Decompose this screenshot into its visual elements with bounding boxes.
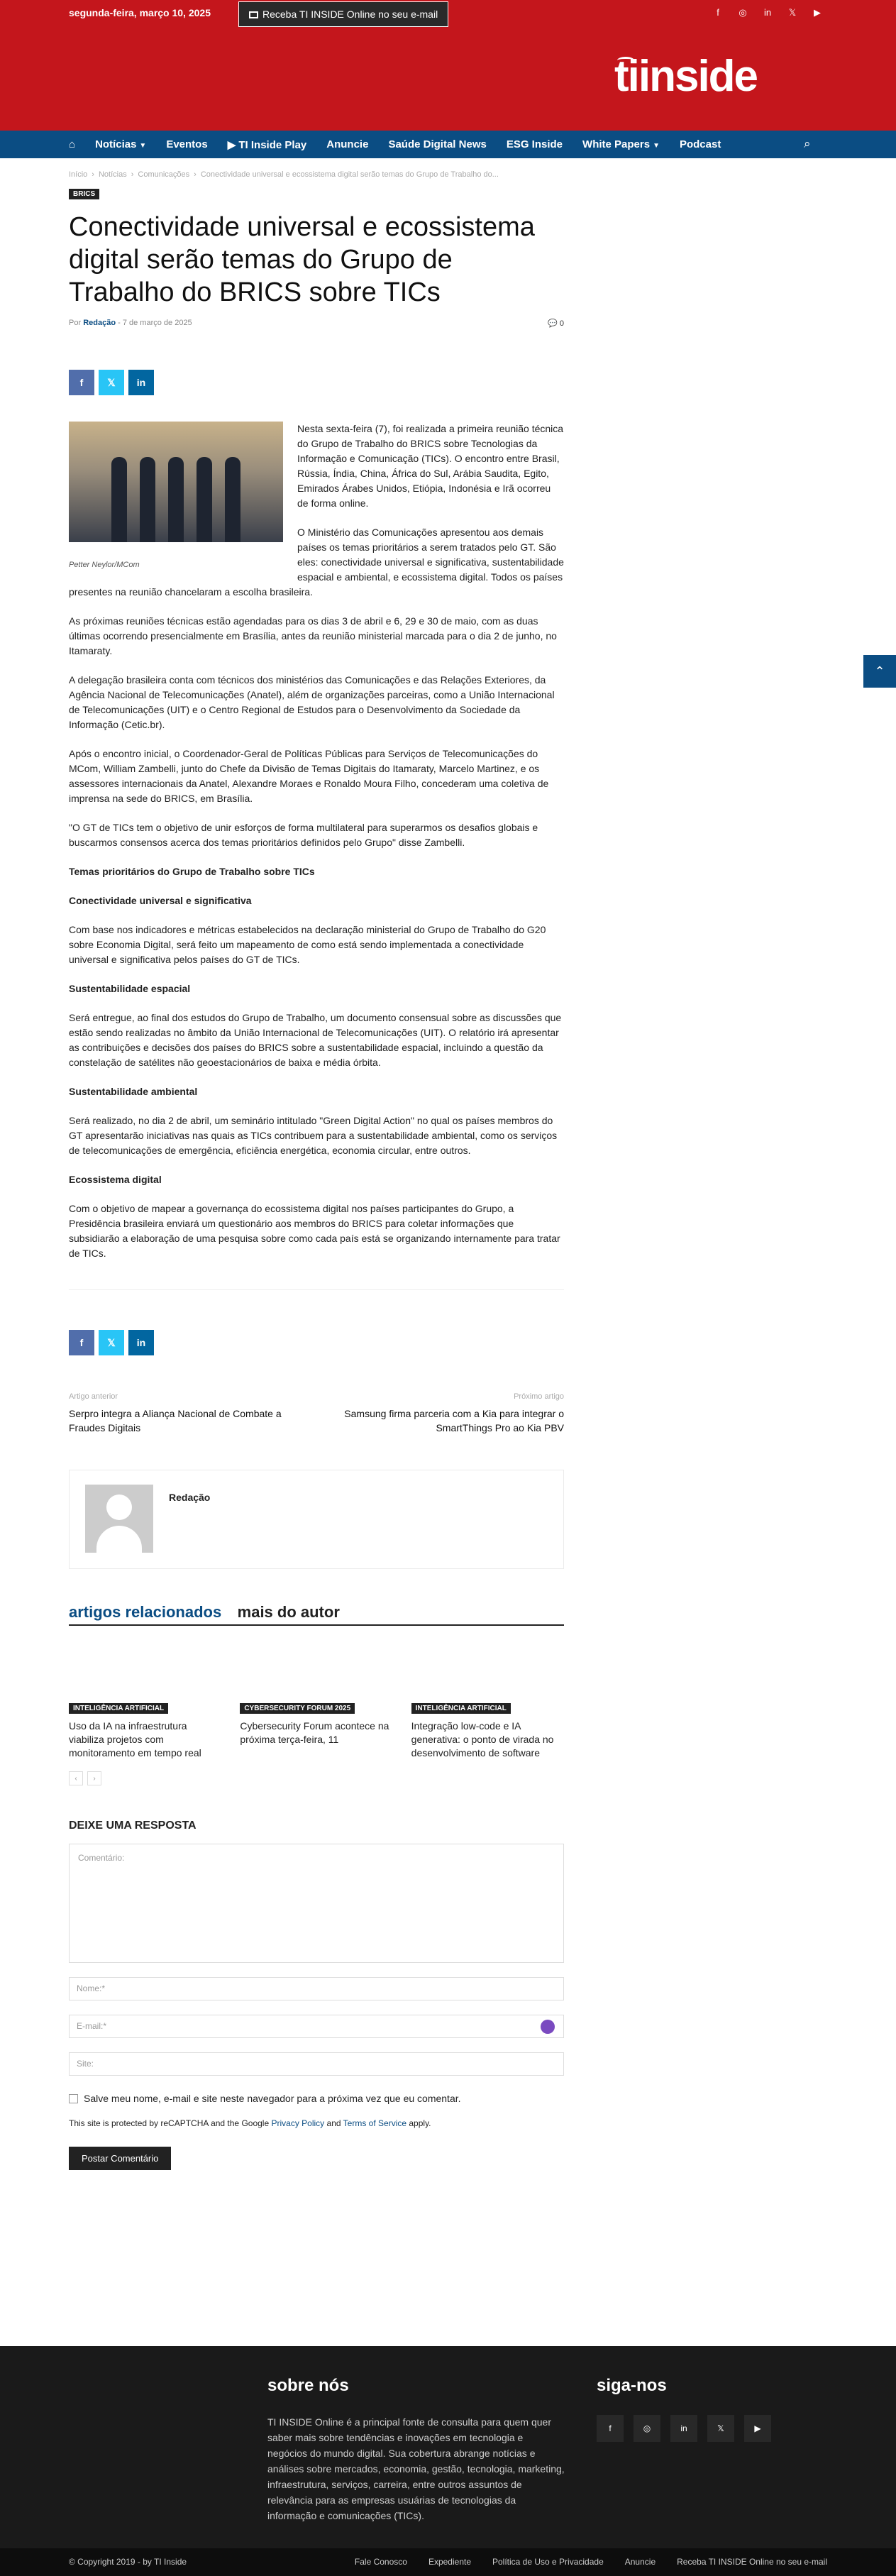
section-heading: Conectividade universal e significativa	[69, 895, 252, 906]
reply-heading: DEIXE UMA RESPOSTA	[69, 1820, 197, 1832]
copyright: © Copyright 2019 - by TI Inside	[69, 2557, 187, 2567]
terms-link[interactable]: Terms of Service	[343, 2118, 407, 2128]
related-thumbnail[interactable]	[69, 1626, 221, 1701]
footer-about-text: TI INSIDE Online é a principal fonte de consulta para quem quer saber mais sobre tendências e inovações em tecnologia e negócios do mundo digital. Sua cobertura abrange notícias e análises sobre mercados, economia, gestão, tecnologia, marketing, infraestrutura, serviços, carreira, entre outros assuntos de relevância para as empresas usuárias de tecnologias da informação e comunicações (TICs).	[267, 2416, 565, 2521]
x-icon[interactable]: 𝕏	[788, 7, 797, 18]
tab-more-from-author[interactable]: mais do autor	[237, 1603, 340, 1621]
paragraph: Após o encontro inicial, o Coordenador-Geral de Políticas Públicas para Serviços de Telecomunicações do MCom, William Zambelli, junto do Chefe da Divisão de Temas Digitais do Itamaraty, Marcelo Martinez, e os assessores internacionais da Anatel, Alexandre Moraes e Ronaldo Moura Filho, concederam uma coletiva de imprensa na sede do BRICS, em Brasília.	[69, 748, 549, 804]
nav-item-eventos[interactable]: Eventos	[166, 138, 208, 150]
article-main	[69, 170, 564, 2170]
category-badge[interactable]: BRICS	[69, 189, 99, 199]
x-icon[interactable]: 𝕏	[707, 2415, 734, 2442]
nav-item-esg[interactable]: ESG Inside	[506, 138, 563, 150]
linkedin-icon[interactable]: in	[763, 7, 772, 18]
footer-link-contact[interactable]: Fale Conosco	[354, 2557, 407, 2567]
avatar[interactable]	[85, 1485, 153, 1553]
x-share-button[interactable]: 𝕏	[99, 370, 124, 395]
main-nav	[0, 131, 896, 158]
search-icon[interactable]: ⌕	[804, 137, 811, 150]
chevron-down-icon: ▼	[653, 142, 660, 150]
paragraph: Será realizado, no dia 2 de abril, um seminário intitulado "Green Digital Action" no qual os países membros do GT apresentarão iniciativas nas quais as TICs contribuem para a sustentabilidade ambiental, como os serviços de telecomunicações de emergência, eficiência energética, economia circular, entre outros.	[69, 1115, 558, 1156]
nav-item-play[interactable]: ▶ TI Inside Play	[227, 138, 307, 151]
photo-image	[69, 422, 283, 542]
chevron-down-icon: ▼	[139, 142, 147, 150]
linkedin-share-button[interactable]: in	[128, 1330, 154, 1355]
site-logo[interactable]: tiinside	[614, 52, 758, 101]
facebook-share-button[interactable]: f	[69, 1330, 94, 1355]
section-heading: Sustentabilidade ambiental	[69, 1086, 198, 1097]
site-field[interactable]: Site:	[69, 2052, 564, 2076]
paragraph: A delegação brasileira conta com técnicos dos ministérios das Comunicações e das Relações Exteriores, da Agência Nacional de Telecomunicações (Anatel), além de organizações parceiras, como a União Internacional de Telecomunicações (UIT) e o Centro Regional de Estudos para o Desenvolvimento da Sociedade da Informação (Cetic.br).	[69, 674, 555, 730]
previous-article-link[interactable]: Artigo anterior Serpro integra a Aliança Nacional de Combate a Fraudes Digitais	[69, 1392, 282, 1433]
footer-about-title: sobre nós	[267, 2376, 349, 2395]
instagram-icon[interactable]: ◎	[739, 7, 747, 18]
footer-follow-title: siga-nos	[597, 2376, 667, 2395]
post-navigation	[69, 1392, 564, 1456]
footer-link-newsletter[interactable]: Receba TI INSIDE Online no seu e-mail	[677, 2557, 827, 2567]
author-box	[69, 1470, 564, 1569]
nav-item-noticias[interactable]: Notícias ▼	[95, 138, 147, 150]
related-pager	[69, 1771, 564, 1785]
photo-caption: Petter Neylor/MCom	[69, 561, 140, 569]
x-share-button[interactable]: 𝕏	[99, 1330, 124, 1355]
section-heading: Sustentabilidade espacial	[69, 983, 191, 994]
related-title[interactable]: Uso da IA na infraestrutura viabiliza projetos com monitoramento em tempo real	[69, 1720, 201, 1758]
back-to-top-button[interactable]	[863, 655, 896, 688]
nav-item-podcast[interactable]: Podcast	[679, 138, 721, 150]
youtube-icon[interactable]: ▶	[744, 2415, 771, 2442]
divider	[69, 1289, 564, 1290]
comments-count[interactable]: 💬 0	[548, 319, 564, 328]
subscribe-label: Receba TI INSIDE Online no seu e-mail	[262, 9, 438, 20]
current-date: segunda-feira, março 10, 2025	[69, 7, 211, 18]
nav-item-whitepapers[interactable]: White Papers ▼	[582, 138, 660, 150]
chevron-right-icon[interactable]: ›	[87, 1771, 101, 1785]
footer-bottom-bar	[0, 2548, 896, 2576]
instagram-icon[interactable]: ◎	[634, 2415, 660, 2442]
next-article-link[interactable]: Próximo artigo Samsung firma parceria com a Kia para integrar o SmartThings Pro ao Kia PBV	[344, 1392, 564, 1433]
linkedin-share-button[interactable]: in	[128, 370, 154, 395]
related-tag[interactable]: INTELIGÊNCIA ARTIFICIAL	[411, 1703, 511, 1714]
nav-item-anuncie[interactable]: Anuncie	[326, 138, 369, 150]
related-tag[interactable]: INTELIGÊNCIA ARTIFICIAL	[69, 1703, 168, 1714]
section-heading: Ecossistema digital	[69, 1174, 162, 1185]
facebook-icon[interactable]: f	[717, 7, 719, 18]
linkedin-icon[interactable]: in	[670, 2415, 697, 2442]
related-thumbnail[interactable]	[411, 1626, 564, 1701]
paragraph: Com o objetivo de mapear a governança do ecossistema digital nos países participantes do Grupo, a Presidência brasileira enviará um questionário aos membros do BRICS para coletar informações que subsidiarão a elaboração de uma pesquisa sobre como cada país está se organizando internamente para tratar de TICs.	[69, 1203, 560, 1259]
footer-link-anuncie[interactable]: Anuncie	[624, 2557, 656, 2567]
paragraph: Com base nos indicadores e métricas estabelecidos na declaração ministerial do Grupo de Trabalho do G20 sobre Economia Digital, será feito um mapeamento de como está sendo implementada a conectividade universal e significativa pelos países do GT de TICs.	[69, 924, 546, 965]
breadcrumb: Início › Notícias › Comunicações › Conectividade universal e ecossistema digital serão temas do Grupo de Trabalho do...	[69, 170, 499, 179]
password-manager-icon[interactable]	[541, 2020, 555, 2034]
paragraph: Será entregue, ao final dos estudos do Grupo de Trabalho, um documento consensual sobre as discussões que estão sendo realizadas no âmbito da União Internacional de Telecomunicações (UIT). O relatório irá apresentar as contribuições e decisões dos países do BRICS sobre a sustentabilidade espacial, incluindo a questão da constelação de satélites não geoestacionários de baixa e média órbita.	[69, 1012, 562, 1068]
play-icon: ▶	[227, 138, 239, 151]
article-body	[69, 422, 564, 1261]
post-comment-button[interactable]: Postar Comentário	[69, 2147, 171, 2170]
youtube-icon[interactable]: ▶	[814, 7, 821, 18]
author-name[interactable]: Redação	[169, 1492, 211, 1503]
footer-link-expediente[interactable]: Expediente	[428, 2557, 471, 2567]
checkbox[interactable]	[69, 2094, 78, 2103]
article-photo	[69, 422, 283, 573]
social-links-top	[712, 7, 823, 18]
privacy-link[interactable]: Privacy Policy	[271, 2118, 325, 2128]
comment-textarea[interactable]: Comentário:	[69, 1844, 564, 1963]
related-card[interactable]	[411, 1626, 564, 1760]
header-banner	[0, 0, 896, 131]
footer-social	[597, 2415, 771, 2442]
related-tag[interactable]: CYBERSECURITY FORUM 2025	[240, 1703, 355, 1714]
related-title[interactable]: Cybersecurity Forum acontece na próxima terça-feira, 11	[240, 1720, 389, 1745]
nav-item-saude[interactable]: Saúde Digital News	[388, 138, 487, 150]
tab-related-articles[interactable]: artigos relacionados	[69, 1603, 222, 1621]
facebook-icon[interactable]: f	[597, 2415, 624, 2442]
related-title[interactable]: Integração low-code e IA generativa: o ponto de virada no desenvolvimento de software	[411, 1720, 554, 1758]
share-bar-top	[69, 370, 564, 395]
email-field[interactable]: E-mail:*	[69, 2015, 564, 2038]
share-bar-bottom	[69, 1330, 564, 1355]
chevron-left-icon[interactable]: ‹	[69, 1771, 83, 1785]
section-heading: Temas prioritários do Grupo de Trabalho sobre TICs	[69, 866, 315, 877]
comment-form	[69, 1820, 564, 2170]
paragraph: "O GT de TICs tem o objetivo de unir esforços de forma multilateral para superarmos os desafios globais e buscarmos consensos acerca dos temas prioritários definidos pelo Grupo" disse Zambelli.	[69, 822, 538, 848]
chevron-up-icon: ⌃	[874, 664, 885, 678]
subscribe-button[interactable]	[238, 1, 448, 27]
related-thumbnail[interactable]	[240, 1626, 392, 1701]
save-info-checkbox[interactable]: Salve meu nome, e-mail e site neste navegador para a próxima vez que eu comentar.	[69, 2093, 564, 2104]
paragraph: Nesta sexta-feira (7), foi realizada a primeira reunião técnica do Grupo de Trabalho do BRICS sobre Tecnologias da Informação e Comunicação (TICs). O encontro entre Brasil, Rússia, Índia, China, África do Sul, Arábia Saudita, Egito, Emirados Árabes Unidos, Etiópia, Indonésia e Irã ocorreu de forma online.	[297, 423, 564, 509]
paragraph: As próximas reuniões técnicas estão agendadas para os dias 3 de abril e 6, 29 e 30 de maio, com as duas últimas ocorrendo presencialmente em Brasília, antes da reunião ministerial marcada para o dia 2 de junho, no Itamaraty.	[69, 615, 557, 656]
related-card[interactable]	[69, 1626, 221, 1760]
recaptcha-notice: This site is protected by reCAPTCHA and the Google Privacy Policy and Terms of Service apply.	[69, 2118, 431, 2128]
related-card[interactable]	[240, 1626, 392, 1760]
related-tabs	[69, 1603, 564, 1626]
article-meta: Por Redação - 7 de março de 2025 💬 0	[69, 319, 564, 328]
paragraph: O Ministério das Comunicações apresentou aos demais países os temas prioritários a serem tratados pelo GT. São eles: conectividade universal e significativa, sustentabilidade espacial e ambiental, e ecossistema digital. Todos os países presentes na reunião chancelaram a escolha brasileira.	[69, 527, 564, 598]
facebook-share-button[interactable]: f	[69, 370, 94, 395]
envelope-icon	[249, 11, 258, 18]
footer	[0, 2346, 896, 2548]
footer-link-privacy[interactable]: Política de Uso e Privacidade	[492, 2557, 604, 2567]
author-link[interactable]: Redação	[83, 319, 116, 327]
article-title: Conectividade universal e ecossistema digital serão temas do Grupo de Trabalho do BRICS sobre TICs	[69, 212, 535, 307]
related-grid	[69, 1626, 564, 1760]
name-field[interactable]: Nome:*	[69, 1977, 564, 2000]
home-icon[interactable]: ⌂	[69, 138, 76, 150]
